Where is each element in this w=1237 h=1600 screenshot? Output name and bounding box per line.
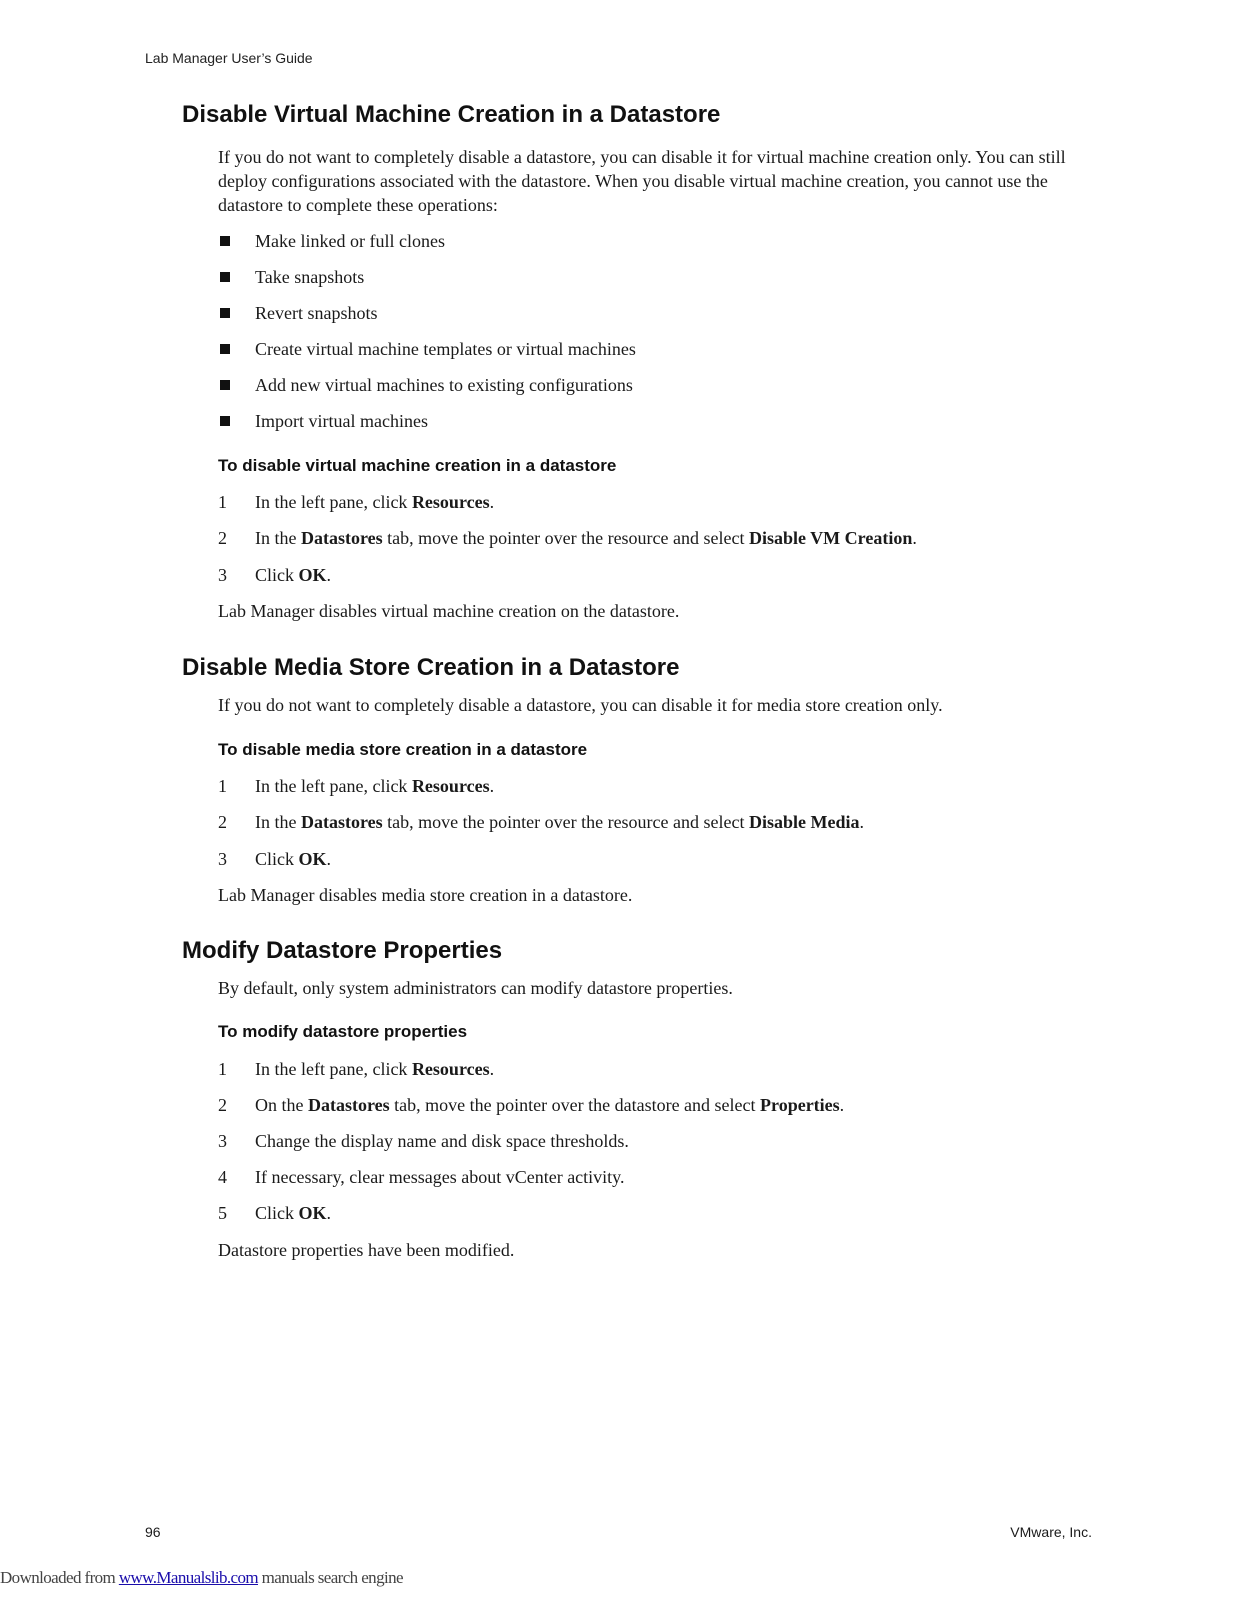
- section-title-modify-datastore: Modify Datastore Properties: [182, 937, 503, 964]
- section-intro: By default, only system administrators can modify datastore properties.: [218, 978, 733, 998]
- footer-company: VMware, Inc.: [1010, 1524, 1092, 1540]
- procedure-result: Datastore properties have been modified.: [218, 1240, 515, 1260]
- bullet-square-icon: [220, 272, 230, 282]
- procedure-title: To disable virtual machine creation in a datastore: [218, 456, 617, 475]
- bullet-square-icon: [220, 236, 230, 246]
- page-number: 96: [145, 1524, 161, 1540]
- bullet-square-icon: [220, 380, 230, 390]
- section-intro: If you do not want to completely disable a datastore, you can disable it for media store creation only.: [218, 695, 943, 715]
- download-notice: Downloaded from www.Manualslib.com manuals search engine: [0, 1568, 403, 1587]
- manualslib-link[interactable]: www.Manualslib.com: [118, 1568, 259, 1587]
- bullet-square-icon: [220, 308, 230, 318]
- bullet-square-icon: [220, 416, 230, 426]
- section-title-disable-media-store: Disable Media Store Creation in a Datastore: [182, 654, 680, 681]
- section-title-disable-vm-creation: Disable Virtual Machine Creation in a Datastore: [182, 101, 721, 128]
- bullet-square-icon: [220, 344, 230, 354]
- running-header: Lab Manager User’s Guide: [145, 50, 313, 66]
- section-intro: If you do not want to completely disable a datastore, you can disable it for virtual machine creation only. You can still deploy configurations associated with the datastore. When you disable virtual machine creation, you cannot use the datastore to complete these operations:: [218, 147, 1066, 215]
- procedure-result: Lab Manager disables virtual machine creation on the datastore.: [218, 601, 680, 621]
- procedure-result: Lab Manager disables media store creation in a datastore.: [218, 885, 633, 905]
- procedure-title: To modify datastore properties: [218, 1022, 468, 1041]
- procedure-title: To disable media store creation in a datastore: [218, 740, 588, 759]
